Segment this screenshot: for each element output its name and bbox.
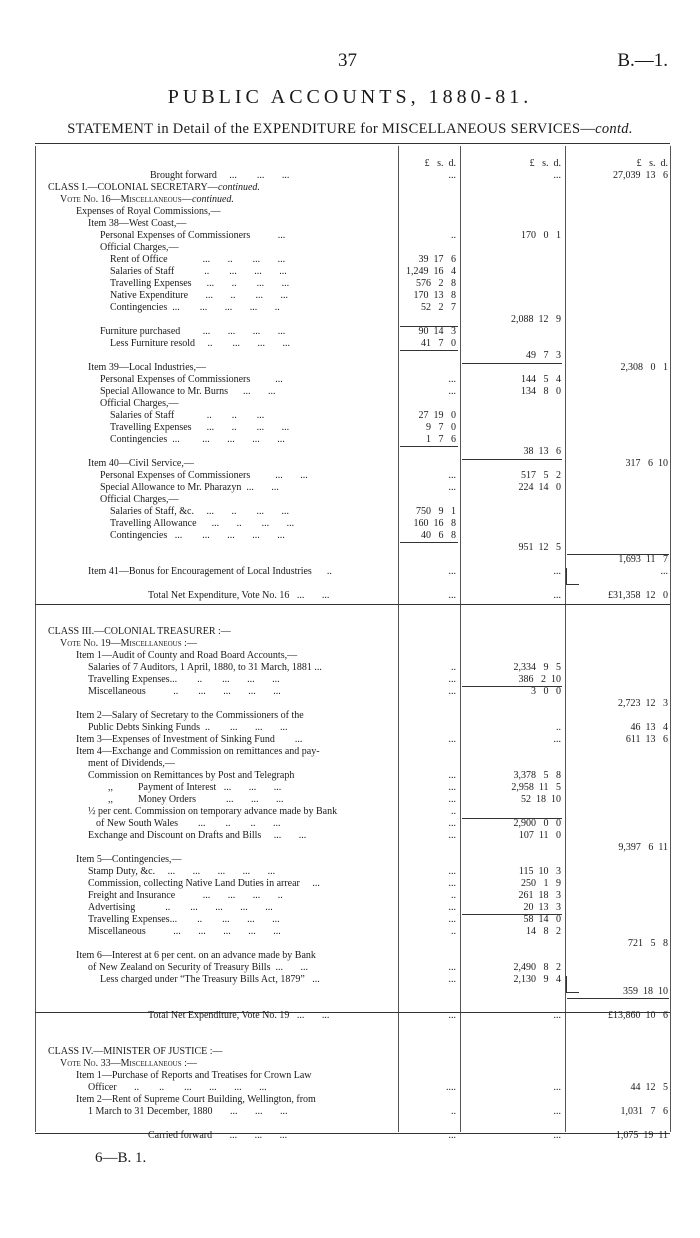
row-description: Exchange and Discount on Drafts and Bills ... ... xyxy=(88,830,307,841)
amount-c2: 144 5 4 xyxy=(521,374,561,385)
amount-c2: 2,334 9 5 xyxy=(513,662,561,673)
amount-c2: 517 5 2 xyxy=(521,470,561,481)
table-row xyxy=(0,482,700,494)
amount-c1: 750 9 1 xyxy=(416,506,456,517)
table-row xyxy=(0,350,700,362)
row-description: Item 38—West Coast,— xyxy=(88,218,187,229)
row-description: Item 39—Local Industries,— xyxy=(88,362,207,373)
row-description: Carried forward ... ... ... xyxy=(148,1130,288,1141)
row-description: Item 6—Interest at 6 per cent. on an advance made by Bank xyxy=(76,950,316,961)
table-row xyxy=(0,818,700,830)
sum-rule xyxy=(400,446,458,447)
row-description: Personal Expenses of Commissioners ... xyxy=(100,374,283,385)
amount-c3: 721 5 8 xyxy=(628,938,668,949)
amount-c1: 1,249 16 4 xyxy=(406,266,456,277)
table-row xyxy=(0,1106,700,1118)
amount-c1: ... xyxy=(448,674,456,685)
table-row xyxy=(0,458,700,470)
amount-c1: 90 14 3 xyxy=(418,326,456,337)
amount-c2: 14 8 2 xyxy=(526,926,561,937)
row-description: Travelling Allowance ... .. ... ... xyxy=(110,518,295,529)
row-description: Special Allowance to Mr. Pharazyn ... ... xyxy=(100,482,279,493)
table-row xyxy=(0,650,700,662)
amount-c2: 386 2 10 xyxy=(518,674,561,685)
amount-c1: ... xyxy=(448,170,456,181)
table-row xyxy=(0,206,700,218)
table-row xyxy=(0,374,700,386)
row-description: Native Expenditure ... .. ... ... xyxy=(110,290,289,301)
table-row xyxy=(0,878,700,890)
table-row xyxy=(0,686,700,698)
table-row xyxy=(0,806,700,818)
amount-c2: 2,900 0 0 xyxy=(513,818,561,829)
amount-c1: ... xyxy=(448,866,456,877)
row-description: ment of Dividends,— xyxy=(88,758,175,769)
row-description: Item 40—Civil Service,— xyxy=(88,458,194,469)
column-header-3: £ s. d. xyxy=(636,158,668,169)
table-row xyxy=(0,962,700,974)
row-description: ,, Payment of Interest ... ... ... xyxy=(108,782,282,793)
row-description: Miscellaneous ... ... ... ... ... xyxy=(88,926,281,937)
amount-c1: .. xyxy=(451,1106,456,1117)
total-marker xyxy=(566,976,579,993)
statement-heading-contd: contd. xyxy=(595,121,633,137)
row-description: CLASS IV.—MINISTER OF JUSTICE :— xyxy=(48,1046,223,1057)
amount-c3: 317 6 10 xyxy=(625,458,668,469)
table-row xyxy=(0,218,700,230)
row-description: Travelling Expenses... .. ... ... ... xyxy=(88,674,280,685)
row-description: of New Zealand on Security of Treasury Bills ... ... xyxy=(88,962,308,973)
table-row xyxy=(0,566,700,578)
amount-c1: .. xyxy=(451,806,456,817)
column-header-1: £ s. d. xyxy=(424,158,456,169)
amount-c2: 250 1 9 xyxy=(521,878,561,889)
amount-c1: 41 7 0 xyxy=(421,338,456,349)
table-row xyxy=(0,194,700,206)
table-row xyxy=(0,338,700,350)
table-row xyxy=(0,542,700,554)
amount-c2: ... xyxy=(553,590,561,601)
table-row xyxy=(0,614,700,626)
row-description: Freight and Insurance ... ... ... .. xyxy=(88,890,283,901)
row-description: Item 3—Expenses of Investment of Sinking Fund ... xyxy=(76,734,303,745)
table-row xyxy=(0,710,700,722)
table-row xyxy=(0,998,700,1010)
amount-c2: .. xyxy=(556,722,561,733)
table-row xyxy=(0,914,700,926)
amount-c2: 58 14 0 xyxy=(523,914,561,925)
row-description: Official Charges,— xyxy=(100,242,179,253)
amount-c2: 3,378 5 8 xyxy=(513,770,561,781)
amount-c1: .. xyxy=(451,926,456,937)
amount-c1: ... xyxy=(448,830,456,841)
amount-c1: 160 16 8 xyxy=(413,518,456,529)
table-row xyxy=(0,1118,700,1130)
amount-c1: .. xyxy=(451,230,456,241)
amount-c1: 40 6 8 xyxy=(421,530,456,541)
amount-c1: ... xyxy=(448,686,456,697)
amount-c1: ... xyxy=(448,1010,456,1021)
table-row xyxy=(0,506,700,518)
amount-c2: 52 18 10 xyxy=(521,794,561,805)
row-description: Less charged under “The Treasury Bills Act, 1879” ... xyxy=(100,974,320,985)
row-description: Personal Expenses of Commissioners ... ... xyxy=(100,470,308,481)
table-row xyxy=(0,830,700,842)
amount-c1: 52 2 7 xyxy=(421,302,456,313)
amount-c1: ... xyxy=(448,1130,456,1141)
table-row xyxy=(0,278,700,290)
row-description: Contingencies ... ... ... ... .. xyxy=(110,302,280,313)
row-description: Item 1—Purchase of Reports and Treatises for Crown Law xyxy=(76,1070,312,1081)
table-row xyxy=(0,734,700,746)
table-row xyxy=(0,1058,700,1070)
row-description: CLASS I.—COLONIAL SECRETARY— xyxy=(48,182,218,193)
table-row xyxy=(0,230,700,242)
table-row xyxy=(0,1130,700,1142)
amount-c1: ... xyxy=(448,566,456,577)
amount-c1: ... xyxy=(448,902,456,913)
table-row xyxy=(0,1094,700,1106)
amount-c1: ... xyxy=(448,974,456,985)
amount-c1: ... xyxy=(448,770,456,781)
amount-c1: 576 2 8 xyxy=(416,278,456,289)
sum-rule xyxy=(400,326,458,327)
table-row xyxy=(0,782,700,794)
sum-rule xyxy=(462,363,562,364)
table-row xyxy=(0,386,700,398)
table-row xyxy=(0,626,700,638)
amount-c1: ... xyxy=(448,818,456,829)
row-continued-note: continued. xyxy=(192,194,234,205)
table-row xyxy=(0,398,700,410)
table-row xyxy=(0,986,700,998)
row-description: Officer .. .. ... ... ... ... xyxy=(88,1082,267,1093)
sum-rule xyxy=(400,350,458,351)
row-description: Salaries of 7 Auditors, 1 April, 1880, to 31 March, 1881 ... xyxy=(88,662,322,673)
amount-c1: ... xyxy=(448,914,456,925)
table-row xyxy=(0,290,700,302)
row-description: CLASS III.—COLONIAL TREASURER :— xyxy=(48,626,231,637)
amount-c2: ... xyxy=(553,1106,561,1117)
table-row xyxy=(0,926,700,938)
amount-c2: 2,958 11 5 xyxy=(511,782,561,793)
row-description: Furniture purchased ... ... ... ... xyxy=(100,326,286,337)
row-description: Stamp Duty, &c. ... ... ... ... ... xyxy=(88,866,276,877)
table-row xyxy=(0,890,700,902)
amount-c1: ... xyxy=(448,962,456,973)
row-description: Expenses of Royal Commissions,— xyxy=(76,206,221,217)
table-row xyxy=(0,410,700,422)
amount-c1: .. xyxy=(451,662,456,673)
amount-c2: ... xyxy=(553,566,561,577)
amount-c1: 1 7 6 xyxy=(426,434,456,445)
amount-c2: 49 7 3 xyxy=(526,350,561,361)
row-description: Less Furniture resold .. ... ... ... xyxy=(110,338,290,349)
row-description: Total Net Expenditure, Vote No. 16 ... ... xyxy=(148,590,330,601)
column-header-row xyxy=(0,158,700,170)
amount-c2: 20 13 3 xyxy=(523,902,561,913)
row-description: Personal Expenses of Commissioners ... xyxy=(100,230,286,241)
table-row xyxy=(0,854,700,866)
statement-heading xyxy=(0,121,700,138)
amount-c1: 9 7 0 xyxy=(426,422,456,433)
amount-c2: ... xyxy=(553,1130,561,1141)
row-description: Vote No. 33—Miscellaneous :— xyxy=(60,1058,197,1069)
amount-c2: 107 11 0 xyxy=(518,830,561,841)
row-description: ½ per cent. Commission on temporary advance made by Bank xyxy=(88,806,338,817)
sum-rule xyxy=(462,818,562,819)
amount-c1: ... xyxy=(448,590,456,601)
table-row xyxy=(0,182,700,194)
amount-c2: 2,490 8 2 xyxy=(513,962,561,973)
table-row xyxy=(0,1070,700,1082)
amount-c2: 2,088 12 9 xyxy=(511,314,561,325)
row-description: of New South Wales ... .. .. ... xyxy=(96,818,281,829)
table-row xyxy=(0,302,700,314)
amount-c3: £31,358 12 0 xyxy=(608,590,668,601)
row-description: ,, Money Orders ... ... ... xyxy=(108,794,284,805)
sum-rule xyxy=(567,998,669,999)
table-row xyxy=(0,842,700,854)
table-row xyxy=(0,470,700,482)
table-row xyxy=(0,254,700,266)
amount-c1: ... xyxy=(448,878,456,889)
row-description: Commission, collecting Native Land Duties in arrear ... xyxy=(88,878,320,889)
amount-c3: 1,031 7 6 xyxy=(620,1106,668,1117)
table-row xyxy=(0,698,700,710)
statement-heading-text: STATEMENT in Detail of the EXPENDITURE for MISCELLANEOUS SERVICES— xyxy=(67,121,596,137)
table-row xyxy=(0,422,700,434)
amount-c2: 134 8 0 xyxy=(521,386,561,397)
amount-c2: 261 18 3 xyxy=(518,890,561,901)
amount-c3: 2,723 12 3 xyxy=(618,698,668,709)
row-description: Item 2—Rent of Supreme Court Building, Wellington, from xyxy=(76,1094,316,1105)
amount-c1: ... xyxy=(448,794,456,805)
amount-c1: .. xyxy=(451,890,456,901)
row-description: Official Charges,— xyxy=(100,494,179,505)
amount-c2: 224 14 0 xyxy=(518,482,561,493)
table-row xyxy=(0,242,700,254)
table-row xyxy=(0,758,700,770)
table-row xyxy=(0,1022,700,1034)
amount-c3: 2,308 0 1 xyxy=(620,362,668,373)
row-description: Vote No. 16—Miscellaneous— xyxy=(60,194,192,205)
amount-c1: 39 17 6 xyxy=(418,254,456,265)
row-description: Contingencies ... ... ... ... ... xyxy=(110,434,285,445)
sum-rule xyxy=(462,686,562,687)
table-row xyxy=(0,578,700,590)
row-description: Item 2—Salary of Secretary to the Commissioners of the xyxy=(76,710,304,721)
row-description: Salaries of Staff .. ... ... ... xyxy=(110,266,287,277)
row-description: Item 4—Exchange and Commission on remittances and pay- xyxy=(76,746,320,757)
row-description: Item 41—Bonus for Encouragement of Local Industries .. xyxy=(88,566,332,577)
table-row xyxy=(0,1082,700,1094)
table-row xyxy=(0,770,700,782)
amount-c1: ... xyxy=(448,374,456,385)
amount-c3: 46 13 4 xyxy=(630,722,668,733)
amount-c1: ... xyxy=(448,470,456,481)
table-row xyxy=(0,554,700,566)
row-description: Brought forward ... ... ... xyxy=(150,170,290,181)
table-row xyxy=(0,434,700,446)
row-description: Item 5—Contingencies,— xyxy=(76,854,182,865)
row-description: Travelling Expenses ... .. ... ... xyxy=(110,422,290,433)
table-row xyxy=(0,722,700,734)
table-row xyxy=(0,950,700,962)
column-header-2: £ s. d. xyxy=(529,158,561,169)
row-description: Item 1—Audit of County and Road Board Accounts,— xyxy=(76,650,298,661)
amount-c2: 115 10 3 xyxy=(518,866,561,877)
page-title: PUBLIC ACCOUNTS, 1880-81. xyxy=(167,86,533,108)
footer-signature: 6—B. 1. xyxy=(95,1150,147,1166)
row-description: Public Debts Sinking Funds .. ... ... ... xyxy=(88,722,288,733)
amount-c1: ... xyxy=(448,734,456,745)
amount-c1: ... xyxy=(448,386,456,397)
row-description: Salaries of Staff .. .. ... xyxy=(110,410,265,421)
document-reference: B.—1. xyxy=(617,50,668,71)
amount-c3: 1,075 19 11 xyxy=(615,1130,668,1141)
amount-c3: 9,397 6 11 xyxy=(618,842,668,853)
amount-c2: 2,130 9 4 xyxy=(513,974,561,985)
table-row xyxy=(0,326,700,338)
amount-c2: 170 0 1 xyxy=(521,230,561,241)
amount-c2: 951 12 5 xyxy=(518,542,561,553)
amount-c1: ... xyxy=(448,782,456,793)
table-row xyxy=(0,170,700,182)
section-rule xyxy=(35,604,670,605)
row-description: Miscellaneous .. ... ... ... ... xyxy=(88,686,281,697)
section-rule xyxy=(35,1012,670,1013)
row-description: Travelling Expenses ... .. ... ... xyxy=(110,278,290,289)
amount-c3: £13,860 10 6 xyxy=(608,1010,668,1021)
row-description: Travelling Expenses... .. ... ... ... xyxy=(88,914,280,925)
row-description: Vote No. 19—Miscellaneous :— xyxy=(60,638,197,649)
table-row xyxy=(0,362,700,374)
amount-c3: 611 13 6 xyxy=(625,734,668,745)
row-description: Contingencies ... ... ... ... ... xyxy=(110,530,285,541)
amount-c2: ... xyxy=(553,170,561,181)
table-row xyxy=(0,446,700,458)
page-number: 37 xyxy=(338,50,357,71)
table-row xyxy=(0,314,700,326)
table-row xyxy=(0,518,700,530)
amount-c2: ... xyxy=(553,734,561,745)
table-row xyxy=(0,794,700,806)
table-row xyxy=(0,1034,700,1046)
table-row xyxy=(0,638,700,650)
amount-c3: ... xyxy=(660,566,668,577)
row-description: Salaries of Staff, &c. ... .. ... ... xyxy=(110,506,289,517)
row-description: Rent of Office ... .. ... ... xyxy=(110,254,286,265)
sum-rule xyxy=(462,459,562,460)
amount-c1: .... xyxy=(446,1082,456,1093)
row-continued-note: continued. xyxy=(218,182,260,193)
amount-c1: ... xyxy=(448,482,456,493)
table-row xyxy=(0,974,700,986)
row-description: Commission on Remittances by Post and Telegraph xyxy=(88,770,295,781)
table-row xyxy=(0,266,700,278)
row-description: Special Allowance to Mr. Burns ... ... xyxy=(100,386,276,397)
table-row xyxy=(0,674,700,686)
table-row xyxy=(0,494,700,506)
row-description: 1 March to 31 December, 1880 ... ... ... xyxy=(88,1106,288,1117)
amount-c1: 27 19 0 xyxy=(418,410,456,421)
amount-c2: 38 13 6 xyxy=(523,446,561,457)
amount-c2: ... xyxy=(553,1010,561,1021)
table-row xyxy=(0,746,700,758)
sum-rule xyxy=(400,542,458,543)
table-row xyxy=(0,902,700,914)
sum-rule xyxy=(462,914,562,915)
table-row xyxy=(0,938,700,950)
table-row xyxy=(0,1046,700,1058)
sum-rule xyxy=(567,554,669,555)
amount-c3: 27,039 13 6 xyxy=(613,170,668,181)
amount-c2: ... xyxy=(553,1082,561,1093)
table-row xyxy=(0,590,700,602)
row-description: Official Charges,— xyxy=(100,398,179,409)
table-row xyxy=(0,662,700,674)
total-marker xyxy=(566,568,579,585)
row-description: Total Net Expenditure, Vote No. 19 ... ... xyxy=(148,1010,330,1021)
amount-c3: 1,693 11 7 xyxy=(618,554,668,565)
row-description: Advertising .. ... ... ... ... xyxy=(88,902,273,913)
amount-c1: 170 13 8 xyxy=(413,290,456,301)
amount-c3: 359 18 10 xyxy=(623,986,668,997)
table-row xyxy=(0,866,700,878)
table-row xyxy=(0,530,700,542)
amount-c2: 3 0 0 xyxy=(531,686,561,697)
amount-c3: 44 12 5 xyxy=(630,1082,668,1093)
